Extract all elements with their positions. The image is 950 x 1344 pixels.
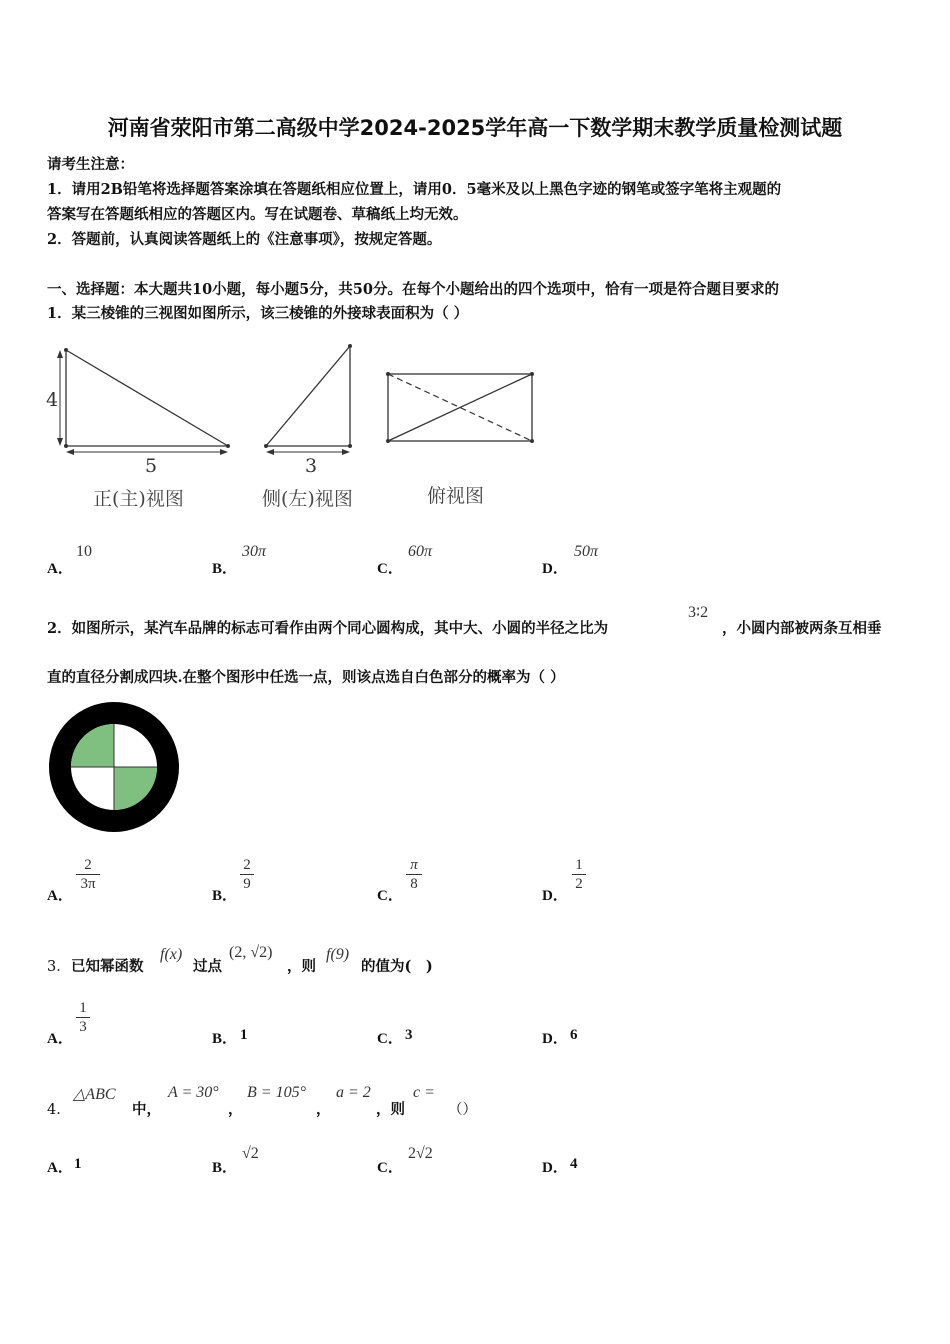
q4-option-d-value: 4 [570, 1156, 578, 1172]
q2-option-c-fraction: π 8 [406, 856, 422, 893]
q2-option-a-fraction: 2 3π [76, 856, 100, 893]
q4-math-triangle: △ABC [73, 1086, 116, 1103]
q4-option-c-value: 2√2 [408, 1145, 433, 1162]
q1-option-a-value: 10 [76, 543, 92, 560]
q2-option-d-fraction: 1 2 [572, 856, 586, 893]
q4-math-side-a: a = 2 [336, 1084, 371, 1101]
q4-option-a-value: 1 [74, 1156, 82, 1172]
q1-side-view [258, 338, 368, 468]
q3-option-d-value: 6 [570, 1027, 578, 1043]
q4-math-angle-b: B = 105° [247, 1084, 306, 1101]
q4-text-3: ， [316, 1101, 331, 1118]
q4-text-2: ， [228, 1101, 243, 1118]
q1-option-c-value: 60π [408, 543, 433, 560]
q3-math-fx: f(x) [160, 946, 183, 963]
q3-option-a-fraction: 1 3 [76, 999, 90, 1036]
q4-math-c: c = [413, 1084, 435, 1101]
q3-text-2: 过点 [193, 958, 222, 975]
q4-option-d-label: D． [542, 1160, 568, 1176]
notice-line-1a: 1．请用2B铅笔将选择题答案涂填在答题纸相应位置上，请用0．5毫米及以上黑色字迹的钢笔或签字笔将主观题的 [47, 181, 782, 198]
q1-top-caption: 俯视图 [427, 485, 485, 507]
q1-option-c-label: C． [377, 561, 403, 577]
q2-option-a-label: A． [47, 888, 73, 904]
q2-option-c-label: C． [377, 888, 403, 904]
section-heading: 一、选择题：本大题共10小题，每小题5分，共50分。在每个小题给出的四个选项中，恰有一项是符合题目要求的 [47, 281, 779, 298]
q1-side-caption: 侧(左)视图 [262, 488, 353, 510]
notice-line-1b: 答案写在答题纸相应的答题区内。写在试题卷、草稿纸上均无效。 [47, 206, 468, 223]
q2-option-b-label: B． [212, 888, 238, 904]
q2-logo-figure [46, 700, 182, 836]
q2-option-b-fraction: 2 9 [240, 856, 254, 893]
q4-number: 4． [47, 1102, 71, 1118]
q3-number: 3． [47, 959, 71, 975]
q1-stem: 1．某三棱锥的三视图如图所示，该三棱锥的外接球表面积为（ ） [47, 305, 469, 322]
q1-side-width-label: 3 [305, 455, 318, 477]
q2-ratio: 3∶2 [688, 604, 709, 621]
q4-option-b-label: B． [212, 1160, 238, 1176]
q2-stem-c: 直的直径分割成四块.在整个图形中任选一点，则该点选自白色部分的概率为（ ） [47, 669, 565, 686]
q1-option-d-label: D． [542, 561, 568, 577]
q3-math-f9: f(9) [326, 946, 350, 963]
q3-option-b-label: B． [212, 1031, 238, 1047]
q4-text-5: （） [448, 1102, 477, 1118]
q3-option-c-value: 3 [405, 1027, 413, 1043]
q1-option-b-label: B． [212, 561, 238, 577]
q1-front-height-label: 4 [46, 389, 59, 411]
q4-option-c-label: C． [377, 1160, 403, 1176]
q1-option-b-value: 30π [242, 543, 267, 560]
page-title: 河南省荥阳市第二高级中学2024-2025学年高一下数学期末教学质量检测试题 [107, 116, 843, 140]
q2-stem-b: ，小圆内部被两条互相垂 [722, 620, 882, 637]
q1-option-d-value: 50π [574, 543, 599, 560]
q2-stem-a: 2．如图所示，某汽车品牌的标志可看作由两个同心圆构成，其中大、小圆的半径之比为 [47, 620, 609, 637]
notice-line-2: 2．答题前，认真阅读答题纸上的《注意事项》，按规定答题。 [47, 231, 442, 248]
q3-text-3: ，则 [287, 958, 316, 975]
q1-front-caption: 正(主)视图 [93, 488, 184, 510]
q4-option-b-value: √2 [242, 1145, 259, 1162]
notice-heading: 请考生注意： [47, 156, 134, 173]
q3-option-a-label: A． [47, 1031, 73, 1047]
q4-option-a-label: A． [47, 1160, 73, 1176]
q1-front-width-label: 5 [145, 455, 158, 477]
q3-option-b-value: 1 [240, 1027, 248, 1043]
q1-option-a-label: A． [47, 561, 73, 577]
q4-math-angle-a: A = 30° [168, 1084, 219, 1101]
q3-text-1: 已知幂函数 [71, 958, 144, 975]
q3-math-point: (2, √2) [229, 944, 273, 961]
q1-top-view [380, 366, 545, 450]
q4-text-1: 中， [132, 1101, 161, 1118]
q3-option-c-label: C． [377, 1031, 403, 1047]
q3-text-4: 的值为( ) [361, 958, 433, 975]
q3-option-d-label: D． [542, 1031, 568, 1047]
q2-option-d-label: D． [542, 888, 568, 904]
q4-text-4: ，则 [376, 1101, 405, 1118]
q1-front-view [40, 338, 240, 468]
